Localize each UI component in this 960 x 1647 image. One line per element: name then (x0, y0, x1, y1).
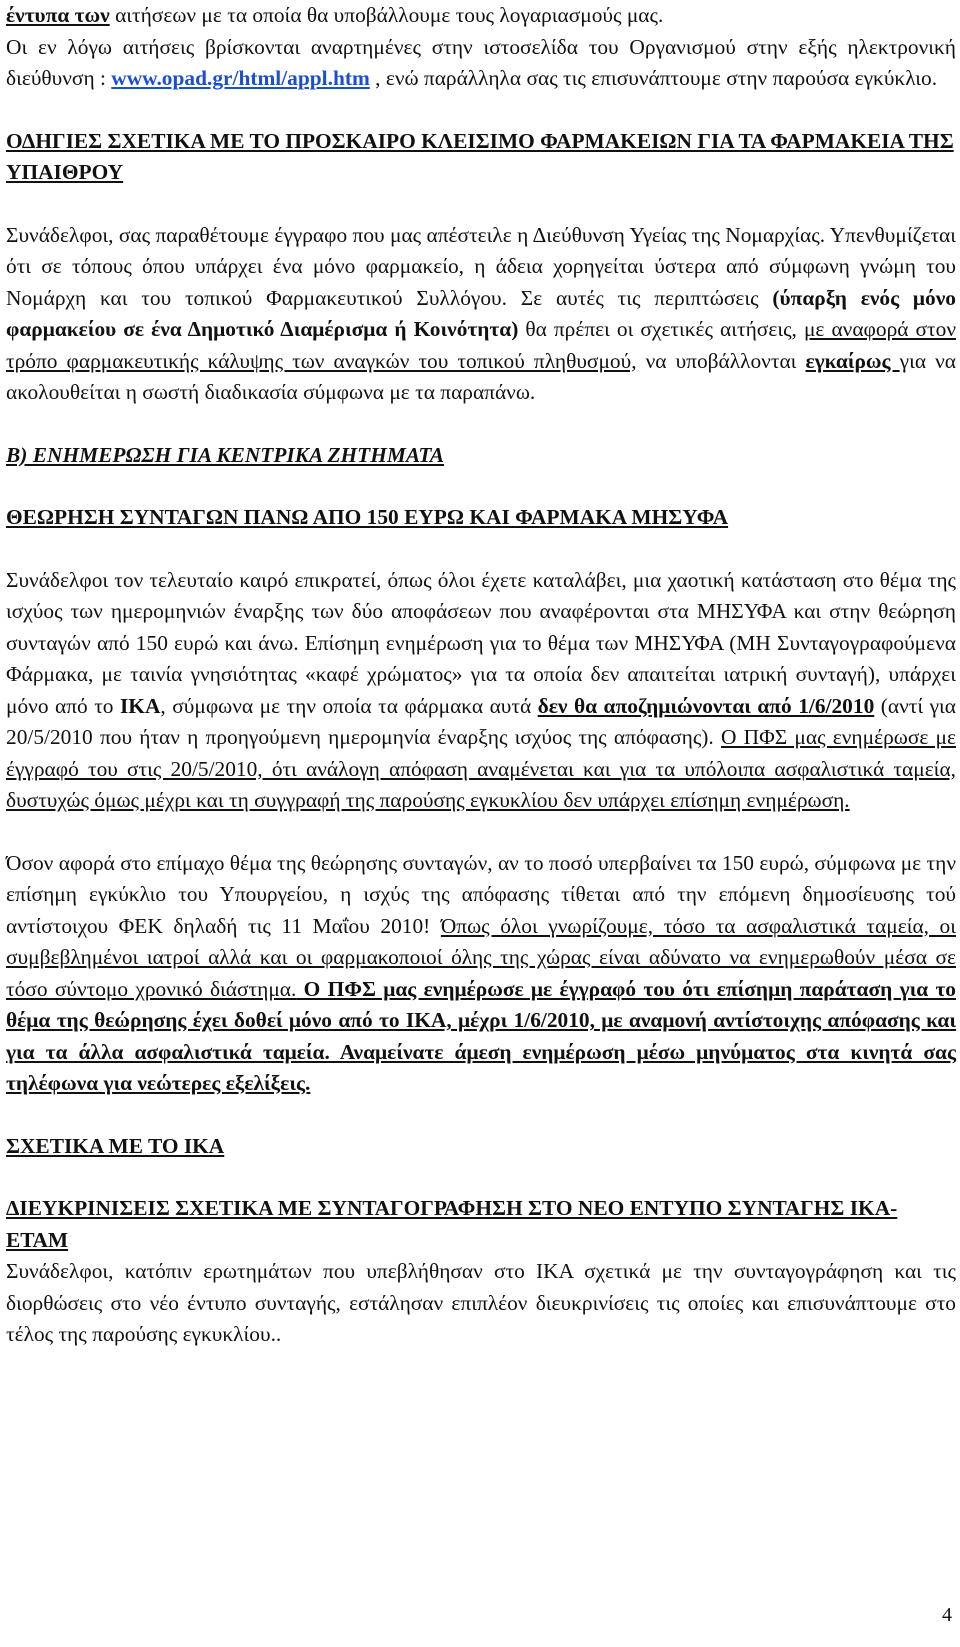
pharmacy-closing-heading: ΟΔΗΓΙΕΣ ΣΧΕΤΙΚΑ ΜΕ ΤΟ ΠΡΟΣΚΑΙΡΟ ΚΛΕΙΣΙΜΟ ΦΑΡΜΑΚΕΙΩΝ ΓΙΑ ΤΑ ΦΑΡΜΑΚΕΙΑ ΤΗΣ ΥΠΑΙΘΡΟΥ (6, 128, 954, 184)
prescriptions-paragraph-2: Όσον αφορά στο επίμαχο θέμα της θεώρησης συνταγών, αν το ποσό υπερβαίνει τα 150 ευρώ, σύμφωνα με την επίσημη εγκύκλιο του Υπουργείου, η ισχύς της απόφασης τίθεται από την επόμενη δημοσίευσης τού αντίστοιχου ΦΕΚ δηλαδή τις 11 Μαΐου 2010! Όπως όλοι γνωρίζουμε, τόσο τα ασφαλιστικά ταμεία, οι συμβεβλημένοι ιατροί αλλά και οι φαρμακοποιοί όλης της χώρας είναι αδύνατο να ενημερωθούν μέσα σε τόσο σύντομο χρονικό διάστημα. Ο ΠΦΣ μας ενημέρωσε με έγγραφό του ότι επίσημη παράταση για το θέμα της θεώρησης έχει δοθεί μόνο από το ΙΚΑ, μέχρι 1/6/2010, με αναμονή αντίστοιχης απόφασης και για τα άλλα ασφαλιστικά ταμεία. Αναμείνατε άμεση ενημέρωση μέσω μηνύματος στα κινητά σας τηλέφωνα για νεώτερες εξελίξεις. (6, 850, 957, 1095)
section-b-heading: Β) ΕΝΗΜΕΡΩΣΗ ΓΙΑ ΚΕΝΤΡΙΚΑ ΖΗΤΗΜΑΤΑ (6, 442, 445, 467)
intro-paragraph-2: Οι εν λόγω αιτήσεις βρίσκονται αναρτημένες στην ιστοσελίδα του Οργανισμού στην εξής ηλεκτρονική διεύθυνση : www.opad.gr/html/appl.htm , ενώ παράλληλα σας τις επισυνάπτουμε στην παρούσα εγκύκλιο. (6, 34, 956, 90)
intro-paragraph-1 (6, 0, 956, 32)
prescriptions-heading: ΘΕΩΡΗΣΗ ΣΥΝΤΑΓΩΝ ΠΑΝΩ ΑΠΟ 150 ΕΥΡΩ ΚΑΙ ΦΑΡΜΑΚΑ ΜΗΣΥΦΑ (6, 505, 729, 529)
ika-heading: ΣΧΕΤΙΚΑ ΜΕ ΤΟ ΙΚΑ (6, 1133, 225, 1158)
document-page (6, 0, 956, 1351)
prescriptions-paragraph-1: Συνάδελφοι τον τελευταίο καιρό επικρατεί, όπως όλοι έχετε καταλάβει, μια χαοτική κατάσταση στο θέμα της ισχύος των ημερομηνιών έναρξης των δύο αποφάσεων που αναφέρονται στα ΜΗΣΥΦΑ και στην θεώρηση συνταγών από 150 ευρώ και άνω. Επίσημη ενημέρωση για το θέμα των ΜΗΣΥΦΑ (ΜΗ Συνταγογραφούμενα Φάρμακα, με ταινία γνησιότητας «καφέ χρώματος» για τα οποία δεν απαιτείται ιατρική συνταγή), υπάρχει μόνο από το ΙΚΑ, σύμφωνα με την οποία τα φάρμακα αυτά δεν θα αποζημιώνονται από 1/6/2010 (αντί για 20/5/2010 που ήταν η προηγούμενη ημερομηνία έναρξης ισχύος της απόφασης). Ο ΠΦΣ μας ενημέρωσε με έγγραφό του στις 20/5/2010, ότι ανάλογη απόφαση αναμένεται και για τα υπόλοιπα ασφαλιστικά ταμεία, δυστυχώς όμως μέχρι και τη συγγραφή της παρούσης εγκυκλίου δεν υπάρχει επίσημη ενημέρωση. (6, 567, 957, 812)
intro-text: αιτήσεων με τα οποία θα υποβάλλουμε τους λογαριασμούς μας. (109, 3, 664, 27)
opad-link[interactable]: www.opad.gr/html/appl.htm (111, 66, 370, 90)
ika-subheading: ΔΙΕΥΚΡΙΝΙΣΕΙΣ ΣΧΕΤΙΚΑ ΜΕ ΣΥΝΤΑΓΟΓΡΑΦΗΣΗ ΣΤΟ ΝΕΟ ΕΝΤΥΠΟ ΣΥΝΤΑΓΗΣ ΙΚΑ-ΕΤΑΜ (6, 1196, 898, 1252)
page-number: 4 (942, 1604, 952, 1626)
intro-bold-text: έντυπα των (6, 3, 110, 27)
pharmacy-closing-paragraph: Συνάδελφοι, σας παραθέτουμε έγγραφο που μας απέστειλε η Διεύθυνση Υγείας της Νομαρχίας. Υπενθυμίζεται ότι σε τόπους όπου υπάρχει ένα μόνο φαρμακείο, η άδεια χορηγείται ύστερα από σύμφωνη γνώμη του Νομάρχη και του τοπικού Φαρμακευτικού Συλλόγου. Σε αυτές τις περιπτώσεις (ύπαρξη ενός μόνο φαρμακείου σε ένα Δημοτικό Διαμέρισμα ή Κοινότητα) θα πρέπει οι σχετικές αιτήσεις, με αναφορά στον τρόπο φαρμακευτικής κάλυψης των αναγκών του τοπικού πληθυσμού, να υποβάλλονται εγκαίρως για να ακολουθείται η σωστή διαδικασία σύμφωνα με τα παραπάνω. (6, 222, 957, 404)
ika-paragraph: Συνάδελφοι, κατόπιν ερωτημάτων που υπεβλήθησαν στο ΙΚΑ σχετικά με την συνταγογράφηση και τις διορθώσεις στο νέο έντυπο συνταγής, εστάλησαν επιπλέον διευκρινίσεις τις οποίες και επισυνάπτουμε στο τέλος της παρούσης εγκυκλίου.. (6, 1259, 956, 1346)
